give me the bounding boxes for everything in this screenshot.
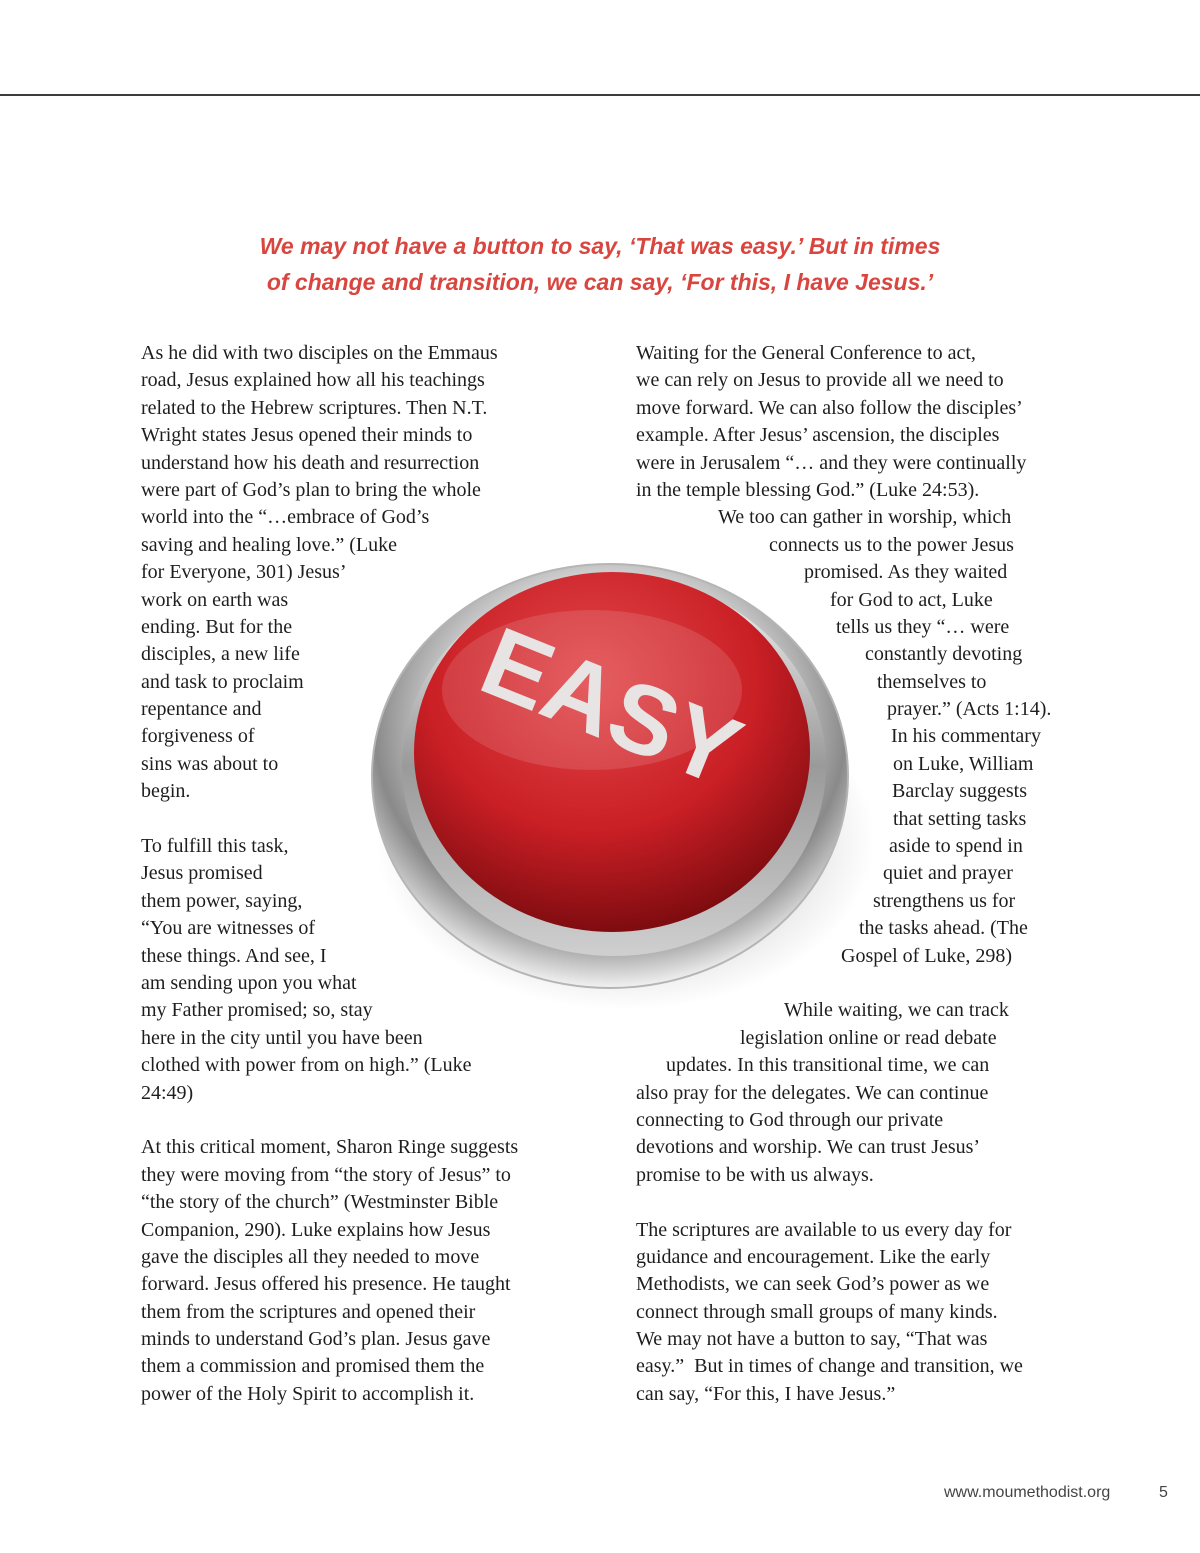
text-line: As he did with two disciples on the Emmaus [141,342,498,364]
text-line: the tasks ahead. (The [859,917,1028,940]
button-label: EASY [467,605,756,808]
text-line: that setting tasks [893,807,1027,830]
text-line: clothed with power from on high.” (Luke [141,1054,472,1077]
text-line: 24:49) [141,1081,194,1104]
text-line: quiet and prayer [883,862,1013,885]
text-line: move forward. We can also follow the disciples’ [636,396,1023,419]
text-line: example. After Jesus’ ascension, the disciples [636,424,1000,447]
text-line: easy.” But in times of change and transition, we [636,1355,1023,1378]
text-line: “the story of the church” (Westminster Bible [141,1191,499,1214]
footer-url: www.moumethodist.org [944,1484,1111,1501]
text-line: begin. [141,780,191,803]
text-line: and task to proclaim [141,670,304,693]
text-line: strengthens us for [873,889,1016,912]
text-line: Barclay suggests [892,780,1027,803]
easy-button-image [360,540,880,1020]
text-line: understand how his death and resurrection [141,451,480,474]
pull-quote-line: We may not have a button to say, ‘That was easy.’ But in times [259,233,941,259]
text-line: updates. In this transitional time, we can [666,1054,990,1077]
text-line: related to the Hebrew scriptures. Then N.T. [141,396,488,419]
text-line: forgiveness of [141,725,255,748]
text-line: can say, “For this, I have Jesus.” [636,1382,896,1405]
pull-quote [150,228,1050,300]
text-line: promised. As they waited [804,561,1008,584]
text-line: To fulfill this task, [141,835,289,858]
text-line: my Father promised; so, stay [141,999,373,1022]
text-line: them a commission and promised them the [141,1355,485,1378]
text-line: also pray for the delegates. We can continue [636,1081,989,1104]
text-line: Wright states Jesus opened their minds to [141,424,473,447]
text-line: for Everyone, 301) Jesus’ [141,561,347,584]
text-line: they were moving from “the story of Jesus” to [141,1163,511,1186]
text-line: legislation online or read debate [740,1026,997,1049]
pull-quote-line: of change and transition, we can say, ‘For this, I have Jesus.’ [266,269,934,295]
text-line: themselves to [877,670,987,693]
text-line: Methodists, we can seek God’s power as we [636,1273,990,1296]
text-line: “You are witnesses of [141,917,316,940]
text-line: disciples, a new life [141,643,300,666]
text-line: we can rely on Jesus to provide all we need to [636,369,1004,392]
text-line: promise to be with us always. [636,1163,874,1186]
text-line: gave the disciples all they needed to move [141,1245,480,1268]
text-line: constantly devoting [865,643,1023,666]
text-line: connect through small groups of many kinds. [636,1300,998,1323]
text-line: in the temple blessing God.” (Luke 24:53). [636,478,980,501]
text-line: minds to understand God’s plan. Jesus gave [141,1328,491,1351]
text-line: these things. And see, I [141,944,327,967]
text-line: Waiting for the General Conference to act, [636,342,976,364]
text-line: Companion, 290). Luke explains how Jesus [141,1218,491,1241]
text-line: Gospel of Luke, 298) [841,944,1013,967]
text-line: We too can gather in worship, which [718,506,1012,529]
text-line: The scriptures are available to us every day for [636,1218,1012,1241]
text-line: In his commentary [891,725,1041,748]
text-line: prayer.” (Acts 1:14). [887,698,1052,721]
text-line: power of the Holy Spirit to accomplish it. [141,1382,475,1405]
text-line: sins was about to [141,752,279,775]
text-line: guidance and encouragement. Like the early [636,1245,991,1268]
text-line: road, Jesus explained how all his teachings [141,369,485,392]
text-line: am sending upon you what [141,971,357,994]
top-rule [0,94,1200,96]
text-line: ending. But for the [141,615,293,638]
text-line: connecting to God through our private [636,1108,944,1131]
paragraph-gap [141,1107,581,1134]
page-number: 5 [1159,1484,1168,1501]
text-line: connects us to the power Jesus [769,533,1014,556]
text-line: saving and healing love.” (Luke [141,533,398,556]
text-line: At this critical moment, Sharon Ringe suggests [141,1136,519,1159]
text-line: them power, saying, [141,889,303,912]
text-line: were part of God’s plan to bring the whole [141,478,481,501]
text-line: forward. Jesus offered his presence. He taught [141,1273,511,1296]
text-line: Jesus promised [141,862,263,885]
text-line: aside to spend in [889,835,1023,858]
text-line: devotions and worship. We can trust Jesus’ [636,1136,981,1159]
text-line: tells us they “… were [836,615,1010,638]
text-line: We may not have a button to say, “That was [636,1328,988,1351]
text-line: repentance and [141,698,262,721]
text-line: were in Jerusalem “… and they were continually [636,451,1027,474]
text-line: world into the “…embrace of God’s [141,506,430,529]
text-line: on Luke, William [893,752,1034,775]
paragraph-gap [636,1189,1066,1216]
text-line: them from the scriptures and opened their [141,1300,476,1323]
text-line: here in the city until you have been [141,1026,423,1049]
text-line: for God to act, Luke [830,588,993,611]
text-line: While waiting, we can track [784,999,1009,1022]
text-line: work on earth was [141,588,289,611]
